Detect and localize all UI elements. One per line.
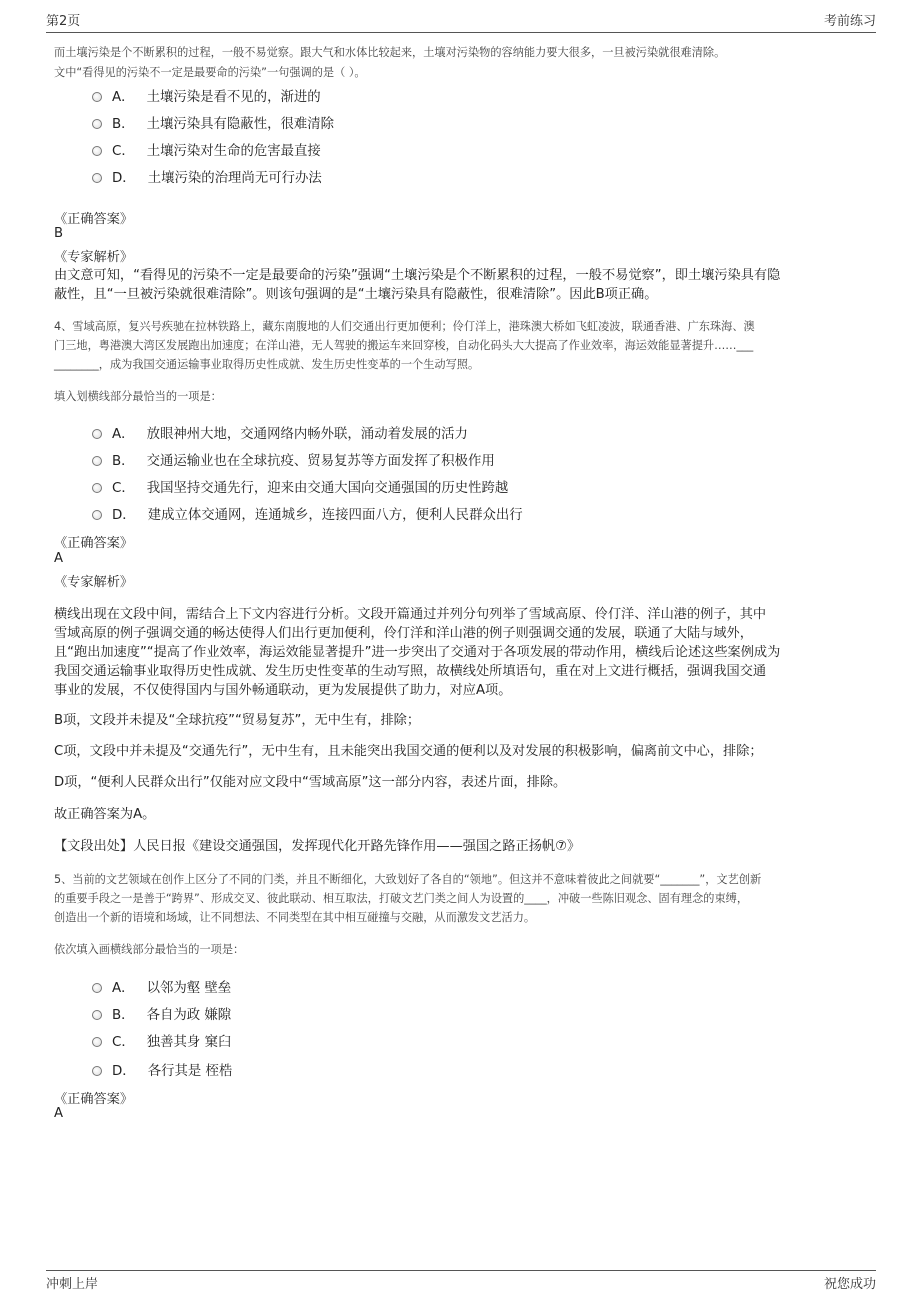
q5-stem-line: 5、当前的文艺领域在创作上区分了不同的门类，并且不断细化，大致划好了各自的“领地”。但这并不意味着彼此之间就要“_______”，文艺创新 <box>54 873 762 886</box>
q4-analysis-line: 横线出现在文段中间，需结合上下文内容进行分析。文段开篇通过并列分句列举了雪域高原、伶仃洋、洋山港的例子，其中 <box>54 607 767 622</box>
q4-stem-line: ________，成为我国交通运输事业取得历史性成就、发生历史性变革的一个生动写照。 <box>54 358 480 371</box>
page-footer <box>46 1270 876 1296</box>
q4-answer: A <box>54 551 64 566</box>
q5-answer: A <box>54 1106 64 1121</box>
q3-analysis-title: 《专家解析》 <box>54 250 134 265</box>
q4-option-d[interactable]: D． 建成立体交通网，连通城乡，连接四面八方，便利人民群众出行 <box>92 504 523 523</box>
q3-option-c[interactable]: C． 土壤污染对生命的危害最直接 <box>92 140 321 159</box>
radio-icon[interactable] <box>92 483 102 493</box>
footer-right: 祝您成功 <box>823 1277 876 1292</box>
radio-icon[interactable] <box>92 456 102 466</box>
radio-icon[interactable] <box>92 1066 102 1076</box>
q5-prompt: 依次填入画横线部分最恰当的一项是： <box>54 943 245 956</box>
radio-icon[interactable] <box>92 429 102 439</box>
q4-prompt: 填入划横线部分最恰当的一项是： <box>54 390 222 403</box>
q3-answer-title: 《正确答案》 <box>54 212 134 227</box>
q4-option-b[interactable]: B． 交通运输业也在全球抗疫、贸易复苏等方面发挥了积极作用 <box>92 450 495 469</box>
q4-analysis-d: D项，“便利人民群众出行”仅能对应文段中“雪域高原”这一部分内容，表述片面，排除。 <box>54 775 567 790</box>
q5-stem-line: 的重要手段之一是善于“跨界”、形成交叉、彼此联动、相互取法，打破文艺门类之间人为设置的____，冲破一些陈旧观念、固有理念的束缚， <box>54 892 749 905</box>
q5-option-a[interactable]: A． 以邻为壑 壁垒 <box>92 977 231 996</box>
q3-question: 文中“看得见的污染不一定是最要命的污染”一句强调的是（ ）。 <box>54 66 366 79</box>
q4-conclusion: 故正确答案为A。 <box>54 807 156 822</box>
q4-option-a[interactable]: A． 放眼神州大地，交通网络内畅外联，涌动着发展的活力 <box>92 423 468 442</box>
page-number: 第2页 <box>46 14 81 29</box>
q4-analysis-c: C项，文段中并未提及“交通先行”，无中生有，且未能突出我国交通的便利以及对发展的积极影响，偏离前文中心，排除； <box>54 744 763 759</box>
q3-option-a[interactable]: A． 土壤污染是看不见的，渐进的 <box>92 86 321 105</box>
q5-stem-line: 创造出一个新的语境和场域，让不同想法、不同类型在其中相互碰撞与交融，从而激发文艺活力。 <box>54 911 536 924</box>
q5-answer-title: 《正确答案》 <box>54 1092 134 1107</box>
header-label: 考前练习 <box>823 14 876 29</box>
radio-icon[interactable] <box>92 983 102 993</box>
radio-icon[interactable] <box>92 1010 102 1020</box>
q4-answer-title: 《正确答案》 <box>54 536 134 551</box>
radio-icon[interactable] <box>92 119 102 129</box>
q3-option-b[interactable]: B． 土壤污染具有隐蔽性，很难清除 <box>92 113 334 132</box>
q4-analysis-b: B项，文段并未提及“全球抗疫”“贸易复苏”，无中生有，排除； <box>54 713 421 728</box>
q5-option-b[interactable]: B． 各自为政 嫌隙 <box>92 1004 231 1023</box>
q5-option-c[interactable]: C． 独善其身 窠臼 <box>92 1031 231 1050</box>
q3-analysis-line: 由文意可知，“看得见的污染不一定是最要命的污染”强调“土壤污染是个不断累积的过程，一般不易觉察”，即土壤污染具有隐 <box>54 268 781 283</box>
q3-answer: B <box>54 226 64 241</box>
q4-option-c[interactable]: C． 我国坚持交通先行，迎来由交通大国向交通强国的历史性跨越 <box>92 477 508 496</box>
radio-icon[interactable] <box>92 146 102 156</box>
q4-source: 【文段出处】人民日报《建设交通强国，发挥现代化开路先锋作用——强国之路正扬帆⑦》 <box>54 839 581 854</box>
q3-analysis-line: 蔽性，且“一旦被污染就很难清除”。则该句强调的是“土壤污染具有隐蔽性，很难清除”。因此B项正确。 <box>54 287 658 302</box>
q4-stem-line: 4、雪域高原，复兴号疾驰在拉林铁路上，藏东南腹地的人们交通出行更加便利；伶仃洋上，港珠澳大桥如飞虹凌波，联通香港、广东珠海、澳 <box>54 320 755 333</box>
footer-left: 冲刺上岸 <box>46 1277 99 1292</box>
q4-analysis-line: 且“跑出加速度”“提高了作业效率，海运效能显著提升”进一步突出了交通对于各项发展的带动作用，横线后论述这些案例成为 <box>54 645 781 660</box>
radio-icon[interactable] <box>92 92 102 102</box>
q4-analysis-line: 雪域高原的例子强调交通的畅达使得人们出行更加便利，伶仃洋和洋山港的例子则强调交通的发展，联通了大陆与域外， <box>54 626 753 641</box>
q3-passage: 而土壤污染是个不断累积的过程，一般不易觉察。跟大气和水体比较起来，土壤对污染物的容纳能力要大很多，一旦被污染就很难清除。 <box>54 46 726 59</box>
q5-option-d[interactable]: D． 各行其是 桎梏 <box>92 1060 232 1079</box>
q4-analysis-title: 《专家解析》 <box>54 575 134 590</box>
q4-analysis-line: 我国交通运输事业取得历史性成就、发生历史性变革的生动写照，故横线处所填语句，重在对上文进行概括，强调我国交通 <box>54 664 767 679</box>
page-header <box>46 6 876 33</box>
q4-stem-line: 门三地，粤港澳大湾区发展跑出加速度；在洋山港，无人驾驶的搬运车来回穿梭，自动化码头大大提高了作业效率，海运效能显著提升……___ <box>54 339 754 352</box>
q3-option-d[interactable]: D． 土壤污染的治理尚无可行办法 <box>92 167 322 186</box>
radio-icon[interactable] <box>92 173 102 183</box>
radio-icon[interactable] <box>92 1037 102 1047</box>
q4-analysis-line: 事业的发展，不仅使得国内与国外畅通联动，更为发展提供了助力，对应A项。 <box>54 683 512 698</box>
radio-icon[interactable] <box>92 510 102 520</box>
